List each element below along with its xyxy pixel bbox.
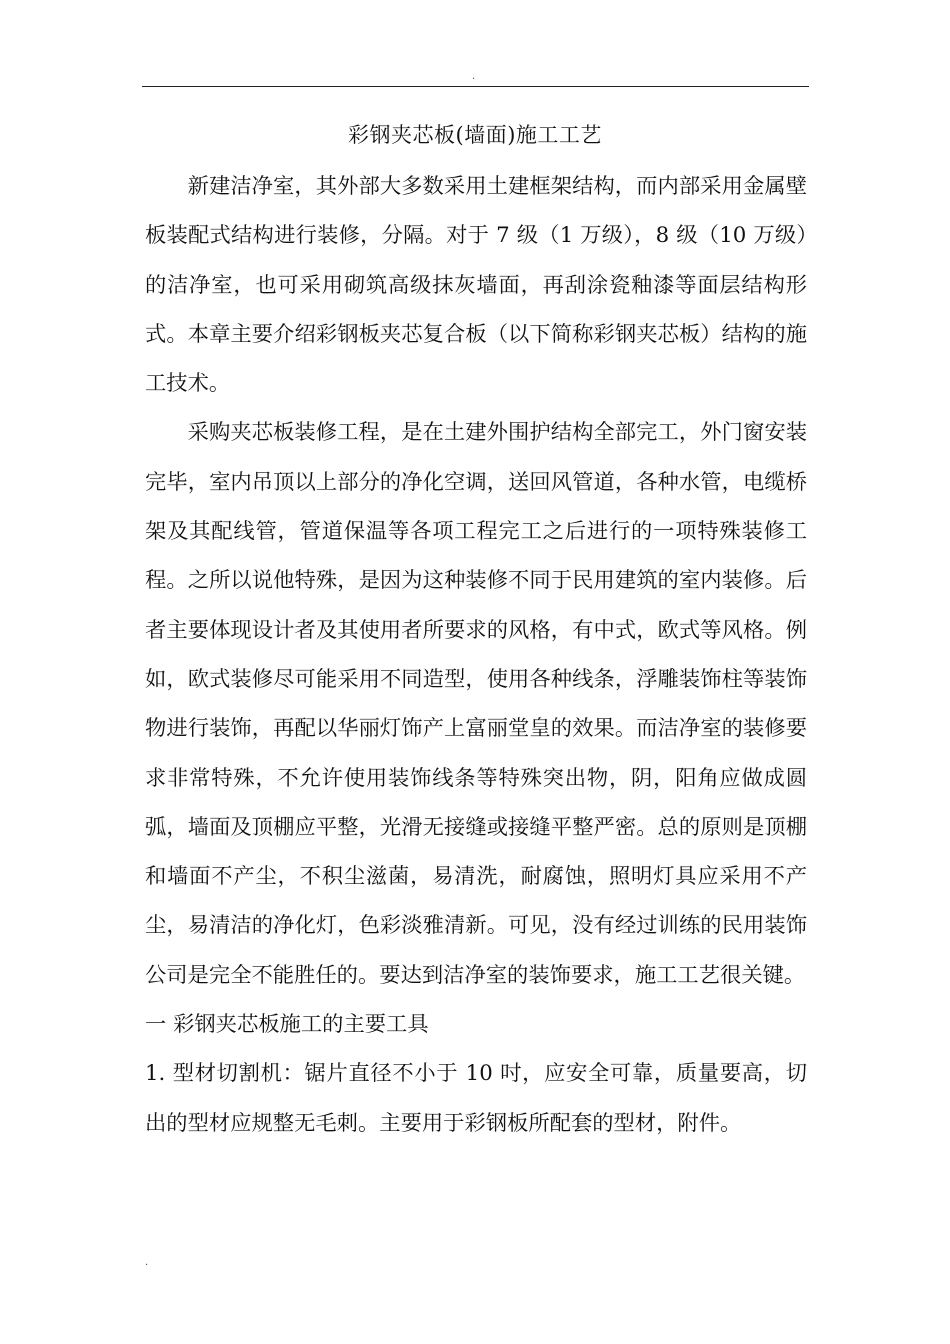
document-title: 彩钢夹芯板(墙面)施工工艺 bbox=[348, 123, 602, 147]
paragraph-procurement: 采购夹芯板装修工程，是在土建外围护结构全部完工，外门窗安装完毕，室内吊顶以上部分的净化空调，送回风管道，各种水管，电缆桥架及其配线管，管道保温等各项工程完工之后进行的一项特殊装修工程。之所以说他特殊，是因为这种装修不同于民用建筑的室内装修。后者主要体现设计者及其使用者所要求的风格，有中式，欧式等风格。例如，欧式装修尽可能采用不同造型，使用各种线条，浮雕装饰柱等装饰物进行装饰，再配以华丽灯饰产上富丽堂皇的效果。而洁净室的装修要求非常特殊，不允许使用装饰线条等特殊突出物，阴，阳角应做成圆弧，墙面及顶棚应平整，光滑无接缝或接缝平整严密。总的原则是顶棚和墙面不产尘，不积尘滋菌，易清洗，耐腐蚀，照明灯具应采用不产尘，易清洁的净化灯，色彩淡雅清新。可见，没有经过训练的民用装饰公司是完全不能胜任的。要达到洁净室的装饰要求，施工工艺很关键。 bbox=[145, 420, 807, 988]
section-heading: 一 彩钢夹芯板施工的主要工具 bbox=[145, 1012, 429, 1038]
header-rule bbox=[142, 86, 809, 87]
footer-mark: . bbox=[145, 1257, 149, 1268]
paragraph-intro: 新建洁净室，其外部大多数采用土建框架结构，而内部采用金属壁板装配式结构进行装修，分隔。对于 7 级（1 万级），8 级（10 万级）的洁净室，也可采用砌筑高级抹灰墙面，再刮涂瓷釉漆等面层结构形式。本章主要介绍彩钢板夹芯复合板（以下简称彩钢夹芯板）结构的施工技术。 bbox=[145, 174, 807, 397]
document-body bbox=[145, 162, 807, 1148]
header-mark: . bbox=[472, 71, 476, 82]
list-item: 1. 型材切割机：锯片直径不小于 10 吋，应安全可靠，质量要高，切出的型材应规整无毛刺。主要用于彩钢板所配套的型材，附件。 bbox=[145, 1061, 807, 1136]
